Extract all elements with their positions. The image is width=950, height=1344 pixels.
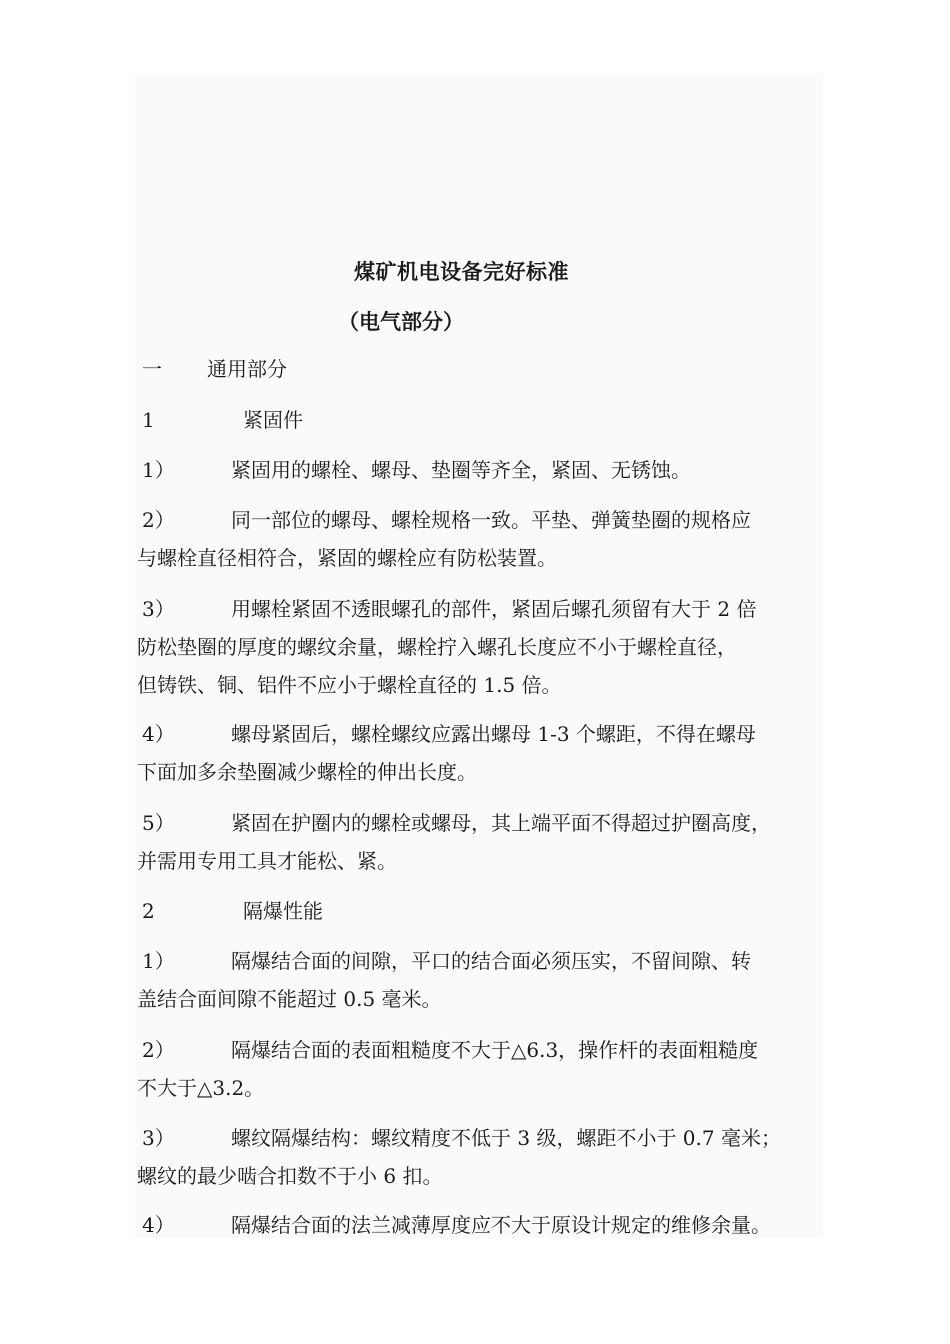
- item-number: 2）: [142, 1038, 175, 1062]
- item-number: 4）: [142, 722, 175, 746]
- document-subtitle: （电气部分）: [338, 309, 464, 334]
- item-text-continued: 螺纹的最少啮合扣数不于小 6 扣。: [137, 1164, 443, 1188]
- item-number: 3）: [142, 597, 175, 621]
- section-number: 一: [142, 357, 162, 381]
- item-text: 用螺栓紧固不透眼螺孔的部件，紧固后螺孔须留有大于 2 倍: [231, 597, 757, 621]
- item-text: 紧固在护圈内的螺栓或螺母，其上端平面不得超过护圈高度，: [231, 811, 771, 835]
- item-number: 4）: [142, 1213, 175, 1237]
- item-text-continued: 盖结合面间隙不能超过 0.5 毫米。: [137, 987, 442, 1011]
- item-text: 螺母紧固后，螺栓螺纹应露出螺母 1-3 个螺距，不得在螺母: [231, 722, 756, 746]
- item-text-continued: 但铸铁、铜、铝件不应小于螺栓直径的 1.5 倍。: [137, 673, 562, 697]
- item-text-continued: 防松垫圈的厚度的螺纹余量，螺栓拧入螺孔长度应不小于螺栓直径，: [137, 635, 737, 659]
- item-text: 隔爆结合面的表面粗糙度不大于△6.3，操作杆的表面粗糙度: [231, 1038, 759, 1062]
- item-text-continued: 下面加多余垫圈减少螺栓的伸出长度。: [137, 760, 477, 784]
- item-text: 同一部位的螺母、螺栓规格一致。平垫、弹簧垫圈的规格应: [231, 508, 751, 532]
- item-text: 螺纹隔爆结构：螺纹精度不低于 3 级，螺距不小于 0.7 毫米；: [231, 1126, 781, 1150]
- section-heading: 通用部分: [207, 357, 287, 381]
- item-text: 隔爆结合面的间隙，平口的结合面必须压实，不留间隙、转: [231, 949, 751, 973]
- item-text-continued: 不大于△3.2。: [137, 1076, 265, 1100]
- item-text: 紧固用的螺栓、螺母、垫圈等齐全，紧固、无锈蚀。: [231, 458, 691, 482]
- item-text-continued: 并需用专用工具才能松、紧。: [137, 849, 397, 873]
- document-title: 煤矿机电设备完好标准: [354, 259, 569, 284]
- item-text-continued: 与螺栓直径相符合，紧固的螺栓应有防松装置。: [137, 546, 557, 570]
- item-number: 1）: [142, 949, 175, 973]
- subsection-heading: 紧固件: [243, 408, 303, 432]
- subsection-number: 1: [142, 408, 155, 432]
- item-number: 5）: [142, 811, 175, 835]
- subsection-heading: 隔爆性能: [243, 899, 323, 923]
- item-text: 隔爆结合面的法兰减薄厚度应不大于原设计规定的维修余量。: [231, 1213, 771, 1237]
- subsection-number: 2: [142, 899, 155, 923]
- item-number: 2）: [142, 508, 175, 532]
- item-number: 3）: [142, 1126, 175, 1150]
- item-number: 1）: [142, 458, 175, 482]
